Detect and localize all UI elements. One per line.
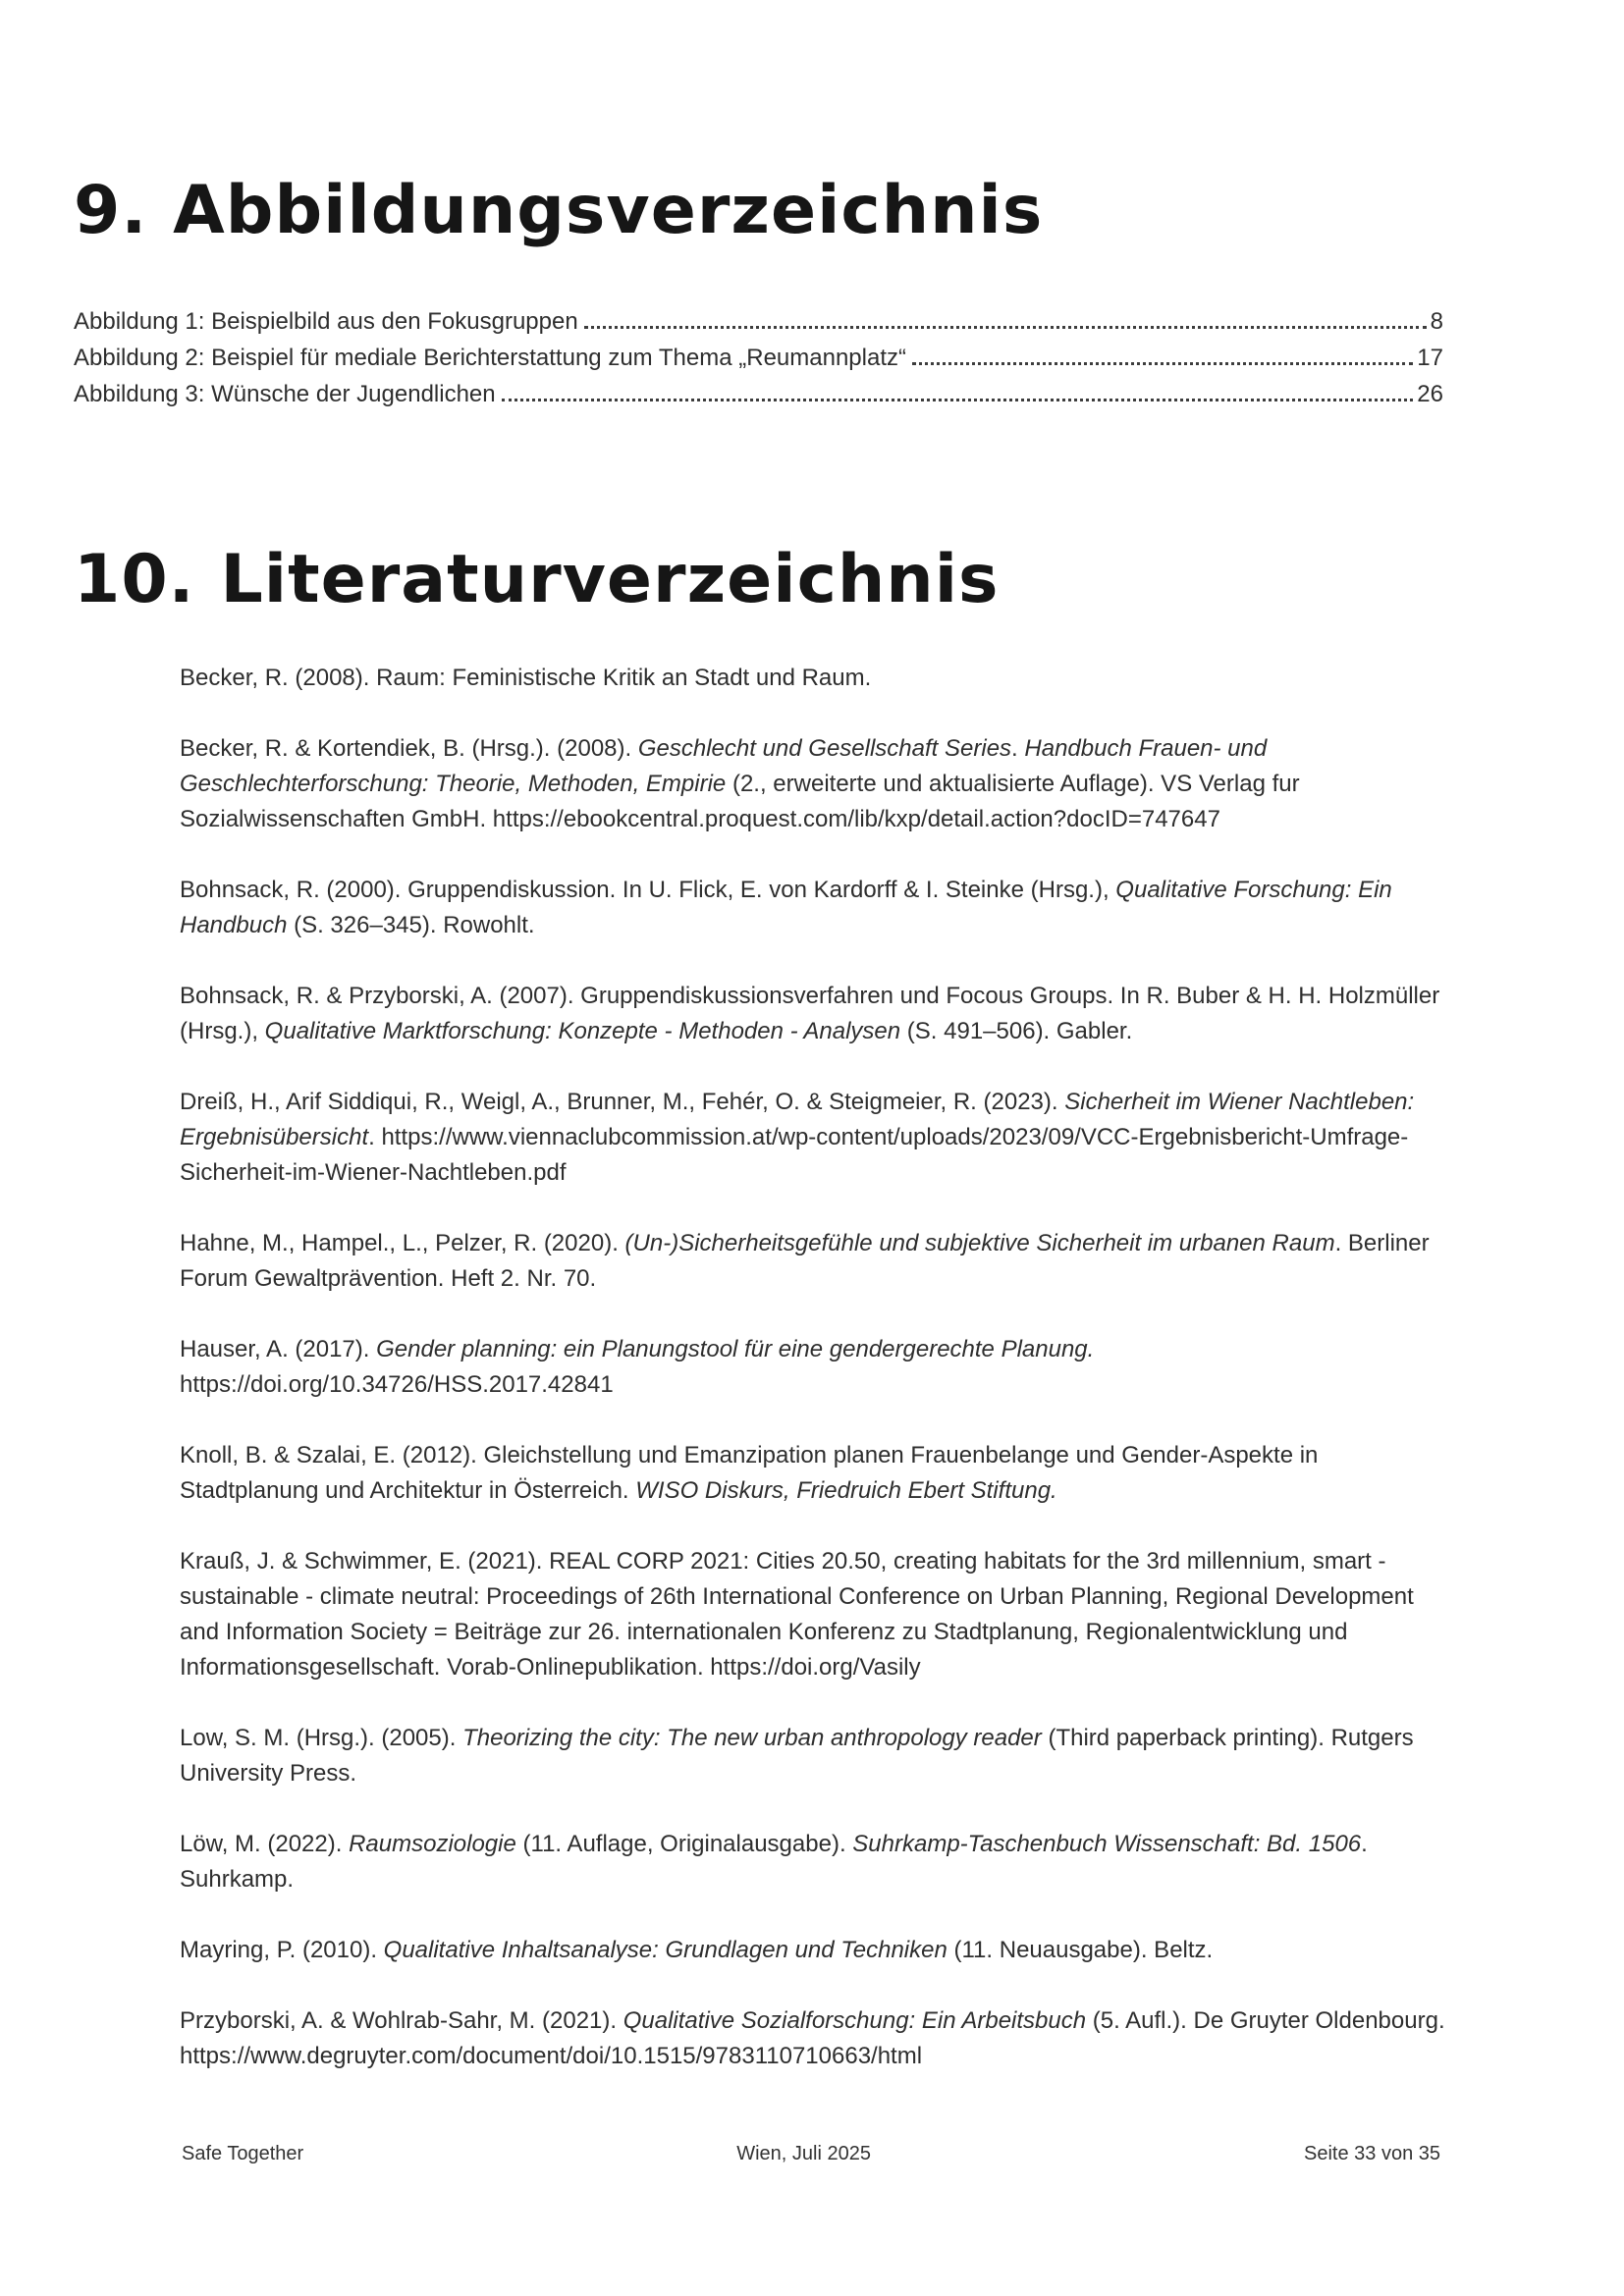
reference-segment: https://doi.org/10.34726/HSS.2017.42841 — [180, 1370, 614, 1398]
section-number-figures: 9. — [74, 172, 148, 249]
reference-segment: (Third paperback printing). Rutgers University Press. — [180, 1724, 1414, 1787]
reference-segment-italic: Qualitative Forschung: Ein Handbuch — [180, 876, 1392, 938]
reference-item — [180, 731, 1458, 837]
reference-segment: (2., erweiterte und aktualisierte Auflage). VS Verlag fur Sozialwissenschaften GmbH. https://ebookcentral.proquest.com/lib/kxp/detail.action?docID=747647 — [180, 770, 1300, 832]
reference-segment-italic: Suhrkamp-Taschenbuch Wissenschaft: Bd. 1506 — [852, 1830, 1362, 1857]
reference-segment-italic: Qualitative Inhaltsanalyse: Grundlagen und Techniken — [383, 1936, 947, 1963]
reference-segment: Becker, R. & Kortendiek, B. (Hrsg.). (2008). — [180, 734, 638, 762]
reference-item — [180, 1226, 1458, 1297]
reference-item — [180, 979, 1458, 1049]
toc-entry — [74, 336, 1443, 372]
reference-segment-italic: Sicherheit im Wiener Nachtleben: Ergebnisübersicht — [180, 1088, 1415, 1150]
reference-segment-italic: Raumsoziologie — [349, 1830, 516, 1857]
reference-segment: Becker, R. (2008). Raum: Feministische Kritik an Stadt und Raum. — [180, 664, 872, 691]
toc-leader-dots — [502, 399, 1414, 401]
toc-entry-label: Abbildung 3: Wünsche der Jugendlichen — [74, 380, 496, 407]
toc-entry — [74, 299, 1443, 336]
reference-item — [180, 1332, 1458, 1403]
reference-segment: (5. Aufl.). De Gruyter Oldenbourg. https://www.degruyter.com/document/doi/10.1515/9783110710663/html — [180, 2006, 1445, 2069]
reference-segment-italic: Gender planning: ein Planungstool für eine gendergerechte Planung. — [376, 1335, 1095, 1362]
footer-place-date: Wien, Juli 2025 — [736, 2143, 871, 2164]
reference-segment: . Suhrkamp. — [180, 1830, 1368, 1893]
reference-segment: Mayring, P. (2010). — [180, 1936, 384, 1963]
reference-segment: Przyborski, A. & Wohlrab-Sahr, M. (2021). — [180, 2006, 623, 2034]
section-heading-literature — [74, 540, 1624, 618]
reference-segment-italic: Qualitative Sozialforschung: Ein Arbeitsbuch — [623, 2006, 1087, 2034]
reference-segment: Hahne, M., Hampel., L., Pelzer, R. (2020). — [180, 1229, 625, 1256]
reference-segment-italic: Handbuch Frauen- und Geschlechterforschung: Theorie, Methoden, Empirie — [180, 734, 1268, 797]
reference-segment: . — [1011, 734, 1025, 762]
reference-item — [180, 2003, 1458, 2074]
reference-item — [180, 1544, 1458, 1685]
reference-segment: Knoll, B. & Szalai, E. (2012). Gleichstellung und Emanzipation planen Frauenbelange und Gender-Aspekte in Stadtplanung und Architektur in Österreich. — [180, 1441, 1319, 1504]
reference-segment-italic: (Un-)Sicherheitsgefühle und subjektive Sicherheit im urbanen Raum — [624, 1229, 1335, 1256]
reference-item — [180, 1438, 1458, 1509]
reference-segment: . Berliner Forum Gewaltprävention. Heft 2. Nr. 70. — [180, 1229, 1430, 1292]
toc-page-number: 8 — [1430, 307, 1443, 335]
reference-segment: Hauser, A. (2017). — [180, 1335, 377, 1362]
figure-toc — [74, 299, 1443, 408]
toc-leader-dots — [912, 362, 1413, 365]
section-title-literature: Literaturverzeichnis — [220, 540, 1000, 618]
toc-page-number: 26 — [1417, 380, 1443, 407]
reference-segment: . https://www.viennaclubcommission.at/wp-content/uploads/2023/09/VCC-Ergebnisbericht-Umfrage-Sicherheit-im-Wiener-Nachtleben.pdf — [180, 1123, 1409, 1186]
reference-segment: (11. Neuausgabe). Beltz. — [947, 1936, 1214, 1963]
toc-entry-label: Abbildung 1: Beispielbild aus den Fokusgruppen — [74, 307, 578, 335]
toc-entry — [74, 372, 1443, 408]
reference-segment: Dreiß, H., Arif Siddiqui, R., Weigl, A., Brunner, M., Fehér, O. & Steigmeier, R. (2023). — [180, 1088, 1065, 1115]
reference-segment: (11. Auflage, Originalausgabe). — [515, 1830, 853, 1857]
reference-segment-italic: Qualitative Marktforschung: Konzepte - Methoden - Analysen — [264, 1017, 901, 1044]
reference-segment: Krauß, J. & Schwimmer, E. (2021). REAL CORP 2021: Cities 20.50, creating habitats for the 3rd millennium, smart - sustainable - climate neutral: Proceedings of 26th International Conference on Urban Planning, Regional Development and Information Society = Beiträge zur 26. internationalen Konferenz zu Stadtplanung, Regionalentwicklung und Informationsgesellschaft. Vorab-Onlinepublikation. https://doi.org/Vasily — [180, 1547, 1414, 1681]
reference-segment: (S. 491–506). Gabler. — [900, 1017, 1133, 1044]
footer-page-number: Seite 33 von 35 — [1304, 2143, 1440, 2164]
toc-page-number: 17 — [1417, 344, 1443, 371]
reference-item — [180, 661, 1458, 696]
reference-segment-italic: WISO Diskurs, Friedruich Ebert Stiftung. — [635, 1476, 1057, 1504]
reference-segment: Löw, M. (2022). — [180, 1830, 350, 1857]
toc-entry-label: Abbildung 2: Beispiel für mediale Berichterstattung zum Thema „Reumannplatz“ — [74, 344, 906, 371]
reference-item — [180, 1085, 1458, 1191]
reference-segment: Low, S. M. (Hrsg.). (2005). — [180, 1724, 463, 1751]
reference-segment: Bohnsack, R. & Przyborski, A. (2007). Gruppendiskussionsverfahren und Focous Groups. In R. Buber & H. H. Holzmüller (Hrsg.), — [180, 982, 1440, 1044]
page-footer — [74, 2143, 1440, 2165]
footer-project-name: Safe Together — [182, 2143, 304, 2164]
reference-segment: Bohnsack, R. (2000). Gruppendiskussion. In U. Flick, E. von Kardorff & I. Steinke (Hrsg.), — [180, 876, 1116, 903]
reference-segment-italic: Geschlecht und Gesellschaft Series — [637, 734, 1012, 762]
section-number-literature: 10. — [74, 540, 195, 618]
reference-item — [180, 1721, 1458, 1791]
toc-leader-dots — [584, 326, 1427, 329]
reference-item — [180, 1827, 1458, 1897]
reference-segment: (S. 326–345). Rowohlt. — [287, 911, 535, 938]
section-title-figures: Abbildungsverzeichnis — [173, 172, 1044, 249]
reference-segment-italic: Theorizing the city: The new urban anthropology reader — [462, 1724, 1042, 1751]
reference-list — [180, 661, 1458, 2074]
reference-item — [180, 1933, 1458, 1968]
reference-item — [180, 873, 1458, 943]
section-heading-figures — [74, 0, 1624, 248]
